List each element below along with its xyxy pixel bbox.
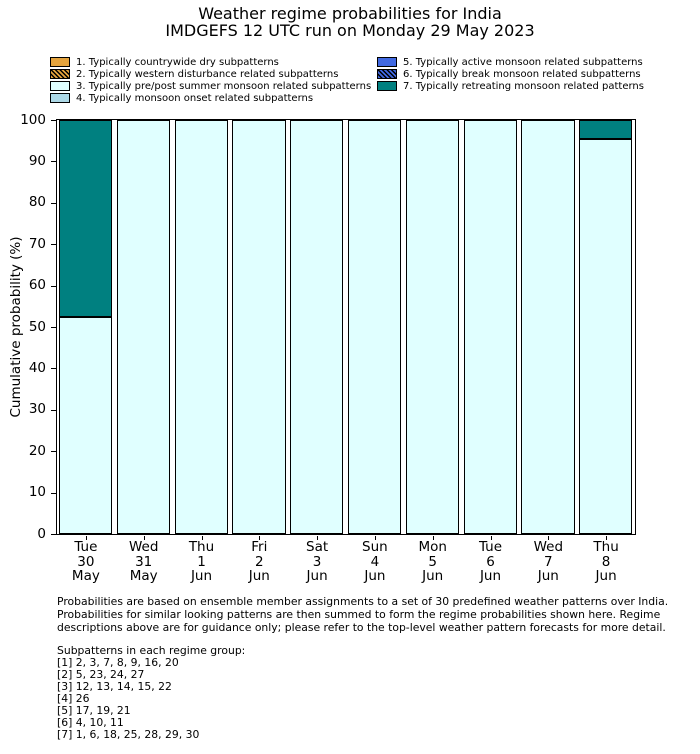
legend-swatch-icon — [50, 81, 70, 91]
legend-item-label: 7. Typically retreating monsoon related patterns — [403, 80, 644, 92]
legend-swatch-icon — [377, 69, 397, 79]
x-tick-label-line: Jun — [306, 568, 328, 584]
x-tick-label — [346, 540, 404, 584]
x-tick-label — [577, 540, 635, 584]
legend-item-regime-3 — [50, 80, 371, 92]
x-tick-label — [115, 540, 173, 584]
chart-subtitle: IMDGEFS 12 UTC run on Monday 29 May 2023 — [165, 21, 535, 40]
x-tick-label — [288, 540, 346, 584]
legend-item-regime-7 — [377, 80, 644, 92]
x-tick-label — [230, 540, 288, 584]
legend-item-label: 4. Typically monsoon onset related subpatterns — [76, 92, 314, 104]
x-tick-label-line: 3 — [312, 553, 322, 570]
subpatterns-line: [6] 4, 10, 11 — [57, 716, 124, 729]
x-tick-label-line: Wed — [533, 539, 564, 555]
x-tick-label-line: Jun — [364, 568, 386, 584]
bar-Mon-5-Jun — [406, 120, 459, 534]
chart-title: Weather regime probabilities for India — [198, 4, 502, 23]
bar-segment-regime-3 — [290, 120, 343, 534]
y-tick-label: 40 — [28, 359, 46, 376]
legend-item-regime-1 — [50, 56, 371, 68]
bar-segment-regime-3 — [521, 120, 574, 534]
legend-swatch-icon — [50, 93, 70, 103]
bar-Thu-8-Jun — [579, 120, 632, 534]
y-tick-mark — [51, 410, 56, 411]
subpatterns-line: [2] 5, 23, 24, 27 — [57, 668, 145, 681]
x-tick-label-line: 8 — [601, 553, 611, 570]
legend-swatch-icon — [377, 81, 397, 91]
legend-item-regime-2 — [50, 68, 371, 80]
x-tick-label — [404, 540, 462, 584]
legend-item-regime-6 — [377, 68, 644, 80]
y-tick-mark — [51, 493, 56, 494]
x-tick-label-line: Sat — [306, 539, 329, 555]
x-tick-label-line: Jun — [190, 568, 213, 584]
legend-swatch-icon — [377, 57, 397, 67]
footnote-line: Probabilities for similar looking patterns are then summed to form the regime probabilities shown here. Regime — [57, 608, 661, 621]
y-tick-mark — [51, 327, 56, 328]
x-tick-label-line: Jun — [422, 568, 444, 584]
subpatterns-line: [1] 2, 3, 7, 8, 9, 16, 20 — [57, 656, 179, 669]
y-tick-mark — [51, 368, 56, 369]
y-tick-mark — [51, 203, 56, 204]
legend-swatch-icon — [50, 69, 70, 79]
subpatterns-line: [4] 26 — [57, 692, 90, 705]
subpatterns-header: Subpatterns in each regime group: — [57, 644, 246, 657]
bar-segment-regime-3 — [579, 139, 632, 534]
x-tick-label-line: Thu — [593, 539, 619, 555]
bar-segment-regime-3 — [175, 120, 228, 534]
footnote-line: Probabilities are based on ensemble member assignments to a set of 30 predefined weather patterns over India. — [57, 595, 669, 608]
subpatterns-list — [57, 645, 245, 741]
legend-item-label: 2. Typically western disturbance related subpatterns — [76, 68, 339, 80]
bar-Thu-1-Jun — [175, 120, 228, 534]
bar-Tue-30-May — [59, 120, 112, 534]
x-tick-label-line: Jun — [248, 568, 270, 584]
bar-segment-regime-3 — [117, 120, 170, 534]
legend-item-regime-5 — [377, 56, 644, 68]
x-tick-label-line: 1 — [197, 553, 206, 570]
x-tick-label-line: Thu — [188, 539, 215, 555]
subpatterns-line: [7] 1, 6, 18, 25, 28, 29, 30 — [57, 728, 200, 741]
bar-Wed-7-Jun — [521, 120, 574, 534]
bar-segment-regime-3 — [348, 120, 401, 534]
y-tick-label: 50 — [28, 318, 46, 335]
bar-segment-regime-3 — [59, 317, 112, 534]
x-tick-label-line: 30 — [77, 553, 95, 570]
x-tick-label-line: Sun — [362, 539, 388, 555]
legend-column-left — [50, 56, 371, 104]
x-tick-label-line: Jun — [595, 568, 617, 584]
x-tick-label-line: Tue — [74, 539, 98, 555]
legend-item-label: 6. Typically break monsoon related subpatterns — [403, 68, 641, 80]
subpatterns-line: [3] 12, 13, 14, 15, 22 — [57, 680, 172, 693]
y-tick-mark — [51, 451, 56, 452]
legend-item-regime-4 — [50, 92, 371, 104]
y-tick-mark — [51, 534, 56, 535]
legend-swatch-icon — [50, 57, 70, 67]
bar-Sun-4-Jun — [348, 120, 401, 534]
x-tick-label-line: 2 — [255, 553, 264, 570]
plot-area — [56, 119, 636, 535]
bar-Fri-2-Jun — [232, 120, 285, 534]
bar-segment-regime-7 — [579, 120, 632, 139]
legend-column-right — [377, 56, 644, 92]
footnote — [57, 595, 668, 634]
y-tick-label: 90 — [28, 152, 46, 169]
x-tick-label-line: Wed — [128, 539, 159, 555]
bar-segment-regime-3 — [406, 120, 459, 534]
x-tick-label — [519, 540, 577, 584]
x-tick-label-line: May — [129, 568, 158, 584]
x-tick-label-line: 7 — [544, 553, 553, 570]
x-tick-label — [462, 540, 520, 584]
x-tick-label-line: Fri — [251, 539, 268, 555]
y-tick-label: 10 — [28, 484, 46, 501]
x-tick-label-line: May — [71, 568, 100, 584]
legend-item-label: 3. Typically pre/post summer monsoon related subpatterns — [76, 80, 372, 92]
x-tick-label-line: 6 — [486, 553, 495, 570]
y-tick-mark — [51, 244, 56, 245]
x-tick-label — [57, 540, 115, 584]
y-axis-title: Cumulative probability (%) — [8, 236, 24, 418]
x-tick-label-line: Tue — [478, 539, 503, 555]
x-tick-label-line: Jun — [479, 568, 502, 584]
subpatterns-line: [5] 17, 19, 21 — [57, 704, 131, 717]
y-tick-label: 80 — [28, 194, 46, 211]
bar-segment-regime-7 — [59, 120, 112, 317]
x-tick-label-line: Jun — [537, 568, 559, 584]
y-tick-label: 20 — [28, 442, 46, 459]
y-tick-label: 0 — [37, 525, 46, 542]
x-tick-label-line: 5 — [428, 553, 437, 570]
bar-segment-regime-3 — [464, 120, 517, 534]
y-tick-label: 30 — [28, 401, 46, 418]
bar-Wed-31-May — [117, 120, 170, 534]
y-tick-label: 70 — [28, 235, 46, 252]
x-tick-label-line: 4 — [370, 553, 380, 570]
x-tick-label-line: Mon — [418, 539, 447, 555]
footnote-line: descriptions above are for guidance only; please refer to the top-level weather pattern forecasts for more detail. — [57, 621, 666, 634]
y-tick-mark — [51, 286, 56, 287]
y-tick-mark — [51, 161, 56, 162]
bar-Sat-3-Jun — [290, 120, 343, 534]
x-tick-label-line: 31 — [135, 553, 153, 570]
x-tick-label — [173, 540, 231, 584]
legend-item-label: 5. Typically active monsoon related subpatterns — [403, 56, 643, 68]
y-tick-label: 60 — [28, 277, 46, 294]
y-tick-label: 100 — [20, 111, 46, 128]
bar-segment-regime-3 — [232, 120, 285, 534]
y-tick-mark — [51, 120, 56, 121]
bar-Tue-6-Jun — [464, 120, 517, 534]
legend-item-label: 1. Typically countrywide dry subpatterns — [76, 56, 279, 68]
